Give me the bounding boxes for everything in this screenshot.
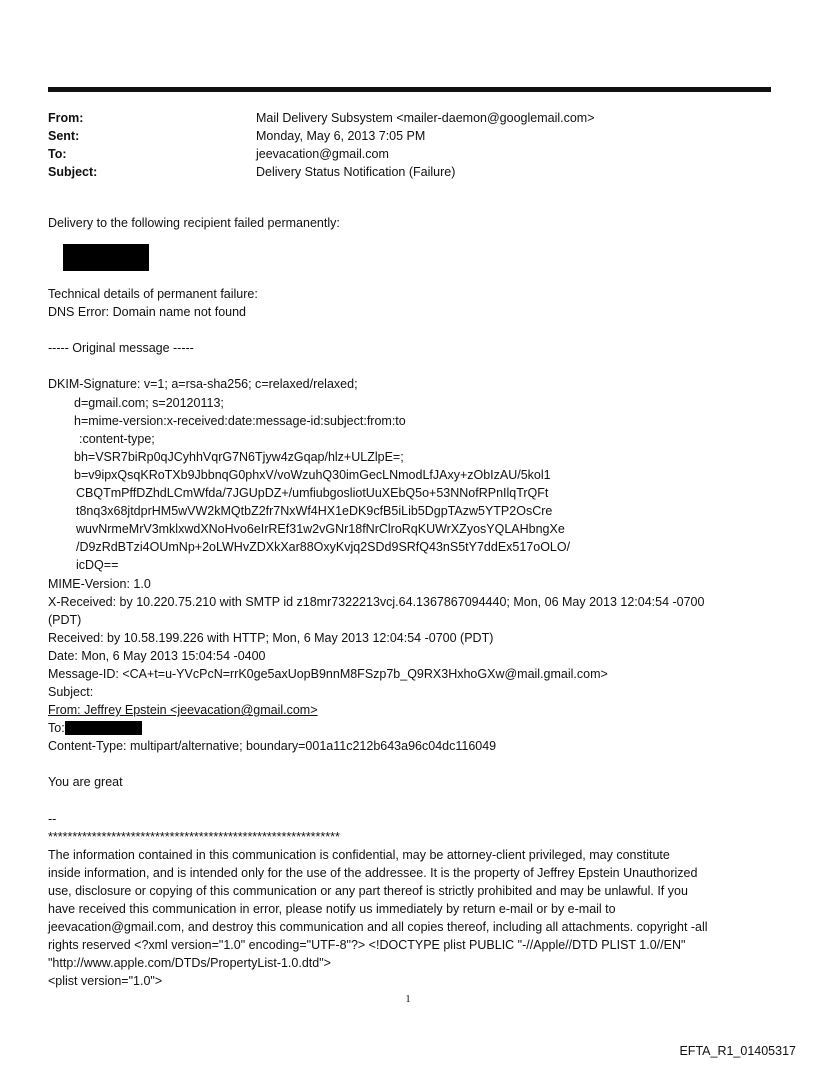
email-header [48, 109, 771, 181]
from-row [48, 109, 771, 127]
dkim-line: icDQ== [76, 558, 119, 573]
redacted-to [65, 721, 142, 735]
original-message-divider: ----- Original message ----- [48, 341, 194, 356]
subject-row [48, 163, 771, 181]
to-line-label: To: [48, 721, 65, 736]
received: Received: by 10.58.199.226 with HTTP; Mon, 6 May 2013 12:04:54 -0700 (PDT) [48, 630, 494, 645]
failure-intro: Delivery to the following recipient failed permanently: [48, 216, 340, 230]
dkim-line: b=v9ipxQsqKRoTXb9JbbnqG0phxV/voWzuhQ30imGecLNmodLfJAxy+zObIzAU/5kol1 [74, 467, 551, 482]
disclaimer-line: have received this communication in error, please notify us immediately by return e-mail or by e-mail to [48, 902, 616, 916]
to-row [48, 145, 771, 163]
dns-error: DNS Error: Domain name not found [48, 305, 247, 320]
date-line: Date: Mon, 6 May 2013 15:04:54 -0400 [48, 648, 266, 663]
dkim-line: h=mime-version:x-received:date:message-id:subject:from:to [74, 413, 406, 428]
email-body [48, 214, 771, 990]
sent-label: Sent: [48, 129, 80, 143]
disclaimer-line: rights reserved <?xml version="1.0" encoding="UTF-8"?> <!DOCTYPE plist PUBLIC "-//Apple//DTD PLIST 1.0//EN" [48, 938, 686, 953]
from-line [48, 701, 771, 719]
to-value: jeevacation@gmail.com [256, 147, 389, 161]
subject-label: Subject: [48, 165, 98, 179]
dkim-line: DKIM-Signature: v=1; a=rsa-sha256; c=relaxed/relaxed; [48, 377, 358, 392]
dkim-line: wuvNrmeMrV3mklxwdXNoHvo6eIrREf31w2vGNr18fNrClroRqKUWrXZyosYQLAHbngXe [76, 522, 565, 537]
header-rule [48, 87, 771, 92]
x-received: X-Received: by 10.220.75.210 with SMTP id z18mr7322213vcj.64.1367867094440; Mon, 06 May 2013 12:04:54 -0700 [48, 594, 705, 609]
signature-dash: -- [48, 811, 57, 826]
to-line [48, 719, 771, 737]
sent-row [48, 127, 771, 145]
sent-value: Monday, May 6, 2013 7:05 PM [256, 129, 426, 143]
dkim-line: /D9zRdBTzi4OUmNp+2oLWHvZDXkXar88OxyKvjq2SDd9SRfQ43nS5tY7ddEx517oOLO/ [76, 540, 571, 555]
bates-number: EFTA_R1_01405317 [679, 1044, 796, 1058]
from-value: Mail Delivery Subsystem <mailer-daemon@googlemail.com> [256, 111, 595, 125]
dkim-line: :content-type; [79, 431, 155, 446]
tech-details-heading: Technical details of permanent failure: [48, 287, 258, 302]
dkim-line: t8nq3x68jtdprHM5wVW2kMQtbZ2fr7NxWf4HX1eDK9cfB5iLib5DgpTAzw5YTP2OsCre [76, 504, 553, 519]
message-id: Message-ID: <CA+t=u-YVcPcN=rrK0ge5axUopB9nnM8FSzp7b_Q9RX3HxhoGXw@mail.gmail.com> [48, 666, 608, 681]
disclaimer-line: <plist version="1.0"> [48, 974, 163, 989]
subject-line: Subject: [48, 685, 94, 700]
disclaimer-line: use, disclosure or copying of this communication or any part thereof is strictly prohibited and may be unlawful. If you [48, 883, 688, 898]
disclaimer-line: inside information, and is intended only for the use of the addressee. It is the property of Jeffrey Epstein Unauthorized [48, 865, 698, 880]
subject-value: Delivery Status Notification (Failure) [256, 165, 456, 179]
dkim-line: bh=VSR7biRp0qJCyhhVqrG7N6Tjyw4zGqap/hlz+ULZlpE=; [74, 449, 404, 464]
redacted-recipient [63, 244, 149, 271]
to-label: To: [48, 147, 67, 161]
mime-version: MIME-Version: 1.0 [48, 576, 151, 591]
signature-stars: ************************************************************ [48, 829, 340, 844]
page-number: 1 [405, 993, 411, 1005]
dkim-line: CBQTmPffDZhdLCmWfda/7JGUpDZ+/umfiubgosliotUuXEbQ5o+53NNofRPnIlqTrQFt [76, 486, 549, 501]
x-received-tz: (PDT) [48, 612, 82, 627]
message-text: You are great [48, 775, 123, 790]
disclaimer-line: jeevacation@gmail.com, and destroy this communication and all copies thereof, including all attachments. copyright -all [48, 920, 708, 935]
from-line-text: From: Jeffrey Epstein <jeevacation@gmail.com> [48, 703, 318, 718]
dkim-line: d=gmail.com; s=20120113; [74, 395, 224, 410]
from-label: From: [48, 111, 84, 125]
disclaimer-line: "http://www.apple.com/DTDs/PropertyList-1.0.dtd"> [48, 956, 331, 971]
content-type: Content-Type: multipart/alternative; boundary=001a11c212b643a96c04dc116049 [48, 739, 497, 754]
disclaimer-line: The information contained in this communication is confidential, may be attorney-client privileged, may constitute [48, 847, 670, 862]
